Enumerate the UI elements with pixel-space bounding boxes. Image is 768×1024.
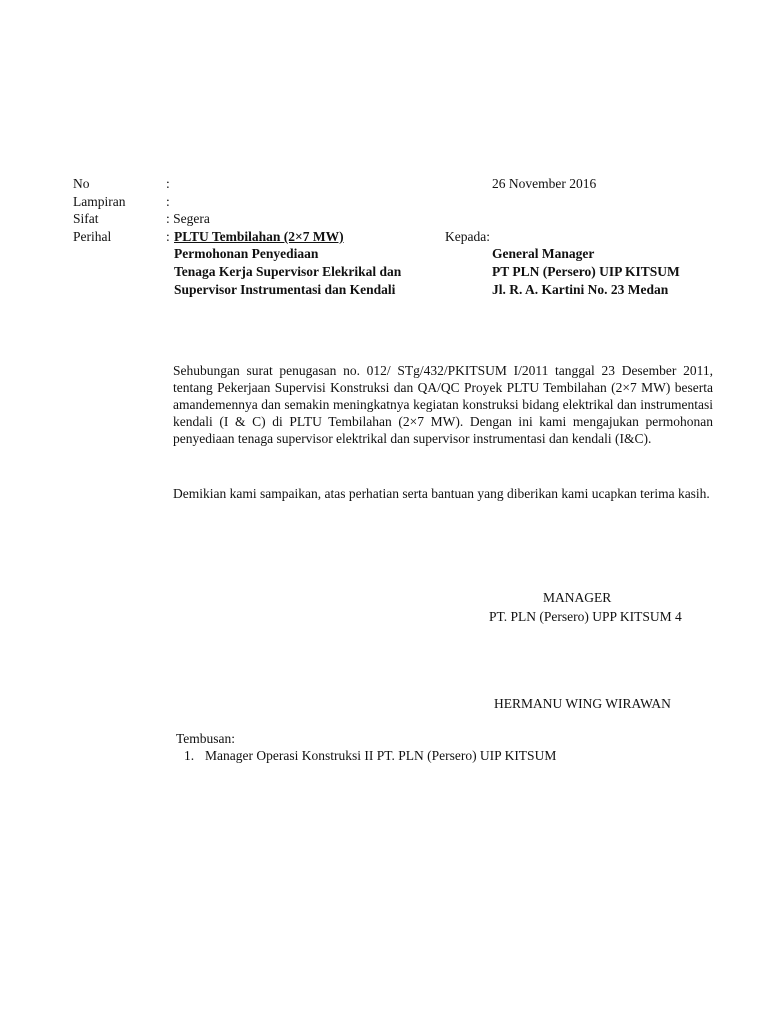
perihal-line: Tenaga Kerja Supervisor Elekrikal dan bbox=[174, 264, 402, 279]
perihal-line: Permohonan Penyediaan bbox=[174, 246, 319, 261]
letter-date: 26 November 2016 bbox=[492, 176, 597, 191]
no-colon: : bbox=[166, 176, 170, 191]
no-label: No bbox=[73, 176, 90, 191]
cc-item-number: 1. bbox=[184, 748, 195, 763]
signatory-org: PT. PLN (Persero) UPP KITSUM 4 bbox=[489, 609, 682, 624]
cc-item-text: Manager Operasi Konstruksi II PT. PLN (Persero) UIP KITSUM bbox=[205, 748, 557, 763]
perihal-colon: : bbox=[166, 229, 170, 244]
cc-list bbox=[184, 747, 556, 764]
body-paragraph-1: Sehubungan surat penugasan no. 012/ STg/432/PKITSUM I/2011 tanggal 23 Desember 2011, tentang Pekerjaan Supervisi Konstruksi dan QA/QC Proyek PLTU Tembilahan (2×7 MW) beserta amandemennya dan semakin meningkatnya kegiatan konstruksi bidang elektrikal dan instrumentasi kendali (I & C) di PLTU Tembilahan (2×7 MW). Dengan ini kami mengajukan permohonan penyediaan tenaga supervisor elektrikal dan supervisor instrumentasi dan kendali (I&C). bbox=[173, 363, 713, 446]
cc-label: Tembusan: bbox=[176, 731, 236, 746]
perihal-line: Supervisor Instrumentasi dan Kendali bbox=[174, 282, 396, 297]
recipient-line: Jl. R. A. Kartini No. 23 Medan bbox=[492, 282, 669, 297]
cc-item bbox=[184, 747, 556, 764]
body-paragraph-2: Demikian kami sampaikan, atas perhatian serta bantuan yang diberikan kami ucapkan terima kasih. bbox=[173, 486, 710, 501]
perihal-title: PLTU Tembilahan (2×7 MW) bbox=[174, 229, 344, 244]
recipient-line: General Manager bbox=[492, 246, 595, 261]
kepada-label: Kepada: bbox=[445, 229, 490, 244]
lampiran-label: Lampiran bbox=[73, 194, 126, 209]
recipient-line: PT PLN (Persero) UIP KITSUM bbox=[492, 264, 680, 279]
signatory-title: MANAGER bbox=[543, 590, 612, 605]
perihal-label: Perihal bbox=[73, 229, 112, 244]
signatory-name: HERMANU WING WIRAWAN bbox=[494, 696, 671, 711]
sifat-label: Sifat bbox=[73, 211, 99, 226]
lampiran-colon: : bbox=[166, 194, 170, 209]
sifat-value: : Segera bbox=[166, 211, 210, 226]
